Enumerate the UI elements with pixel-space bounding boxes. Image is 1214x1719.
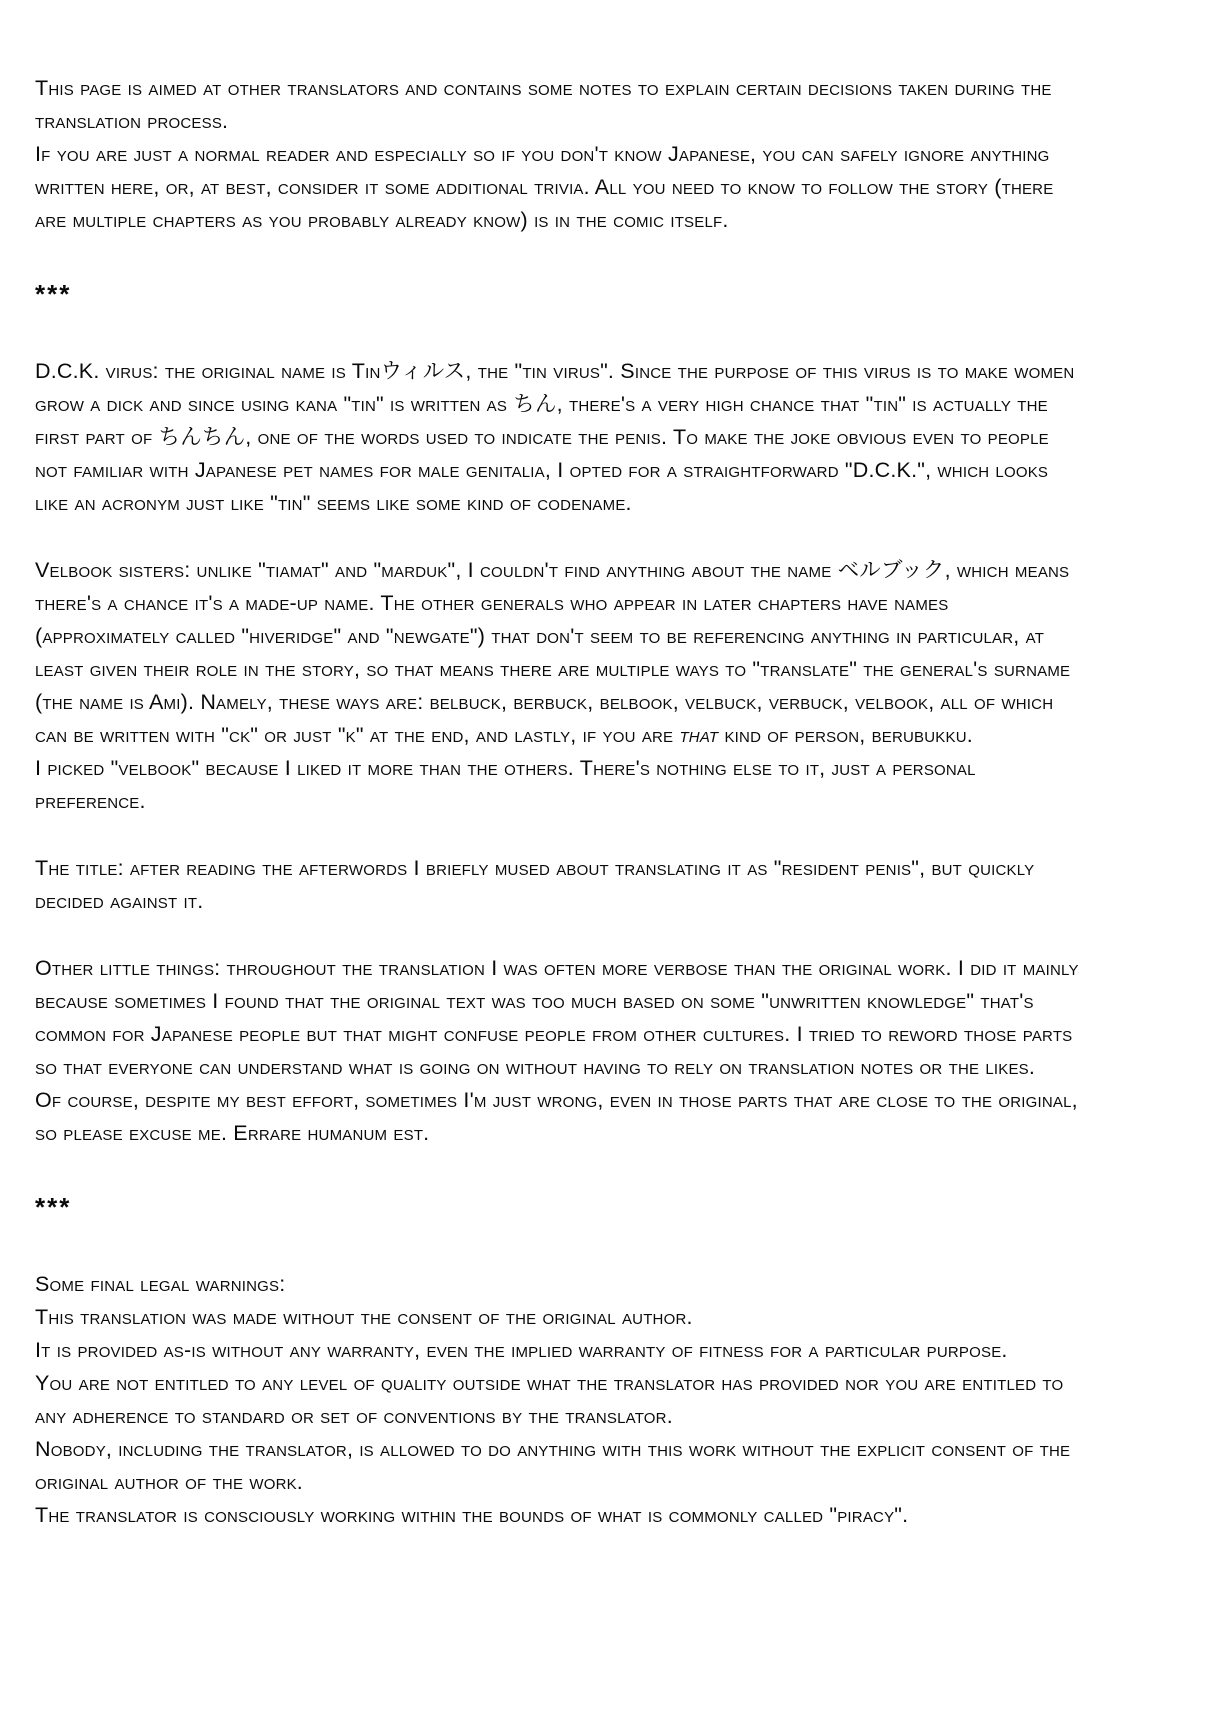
title-note-text: The title: after reading the afterwords I briefly mused about translating it as "resident penis", but quickly decided against it.: [35, 856, 1035, 913]
legal-line-1: This translation was made without the consent of the original author.: [35, 1305, 693, 1329]
title-note: [35, 852, 1082, 918]
velbook-block-2: I picked "velbook" because I liked it more than the others. There's nothing else to it, just a personal preference.: [35, 756, 976, 813]
intro-block-2: If you are just a normal reader and especially so if you don't know Japanese, you can safely ignore anything written here, or, at best, consider it some additional trivia. All you need to know to follow the story (there are multiple chapters as you probably already know) is in the comic itself.: [35, 142, 1054, 232]
legal-warnings: [35, 1268, 1082, 1532]
section-separator-1: ***: [35, 279, 72, 309]
other-little-things-note: [35, 952, 1082, 1150]
intro-block-1: This page is aimed at other translators and contains some notes to explain certain decisions taken during the translation process.: [35, 76, 1052, 133]
velbook-block-1: [35, 554, 1082, 752]
other-things-block-2: Of course, despite my best effort, sometimes I'm just wrong, even in those parts that are close to the original, so please excuse me. Errare humanum est.: [35, 1088, 1078, 1145]
dck-virus-text: D.C.K. virus: the original name is Tinウィルス, the "tin virus". Since the purpose of this virus is to make women grow a dick and since using kana "tin" is written as ちん, there's a very high chance that "tin" is actually the first part of ちんちん, one of the words used to indicate the penis. To make the joke obvious even to people not familiar with Japanese pet names for male genitalia, I opted for a straightforward "D.C.K.", which looks like an acronym just like "tin" seems like some kind of codename.: [35, 359, 1075, 515]
velbook-sisters-note: [35, 554, 1082, 818]
velbook-text-b: kind of person, berubukku.: [718, 723, 973, 747]
legal-heading: Some final legal warnings:: [35, 1272, 286, 1296]
other-things-block-1: Other little things: throughout the translation I was often more verbose than the original work. I did it mainly because sometimes I found that the original text was too much based on some "unwritten knowledge" that's common for Japanese people but that might confuse people from other cultures. I tried to reword those parts so that everyone can understand what is going on without having to rely on translation notes or the likes.: [35, 956, 1079, 1079]
legal-line-2: It is provided as-is without any warranty, even the implied warranty of fitness for a particular purpose.: [35, 1338, 1008, 1362]
legal-line-4: Nobody, including the translator, is allowed to do anything with this work without the explicit consent of the original author of the work.: [35, 1437, 1071, 1494]
dck-virus-note: [35, 355, 1082, 520]
legal-line-3: You are not entitled to any level of quality outside what the translator has provided nor you are entitled to any adherence to standard or set of conventions by the translator.: [35, 1371, 1064, 1428]
intro-paragraph: [35, 72, 1082, 237]
section-separator-2: ***: [35, 1192, 72, 1222]
legal-line-5: The translator is consciously working within the bounds of what is commonly called "piracy".: [35, 1503, 909, 1527]
velbook-italic-word: that: [679, 723, 719, 747]
velbook-text-a: Velbook sisters: unlike "tiamat" and "marduk", I couldn't find anything about the name ベルブック, which means there's a chance it's a made-up name. The other generals who appear in later chapters have names (approximately called "hiveridge" and "newgate") that don't seem to be referencing anything in particular, at least given their role in the story, so that means there are multiple ways to "translate" the general's surname (the name is Ami). Namely, these ways are: belbuck, berbuck, belbook, velbuck, verbuck, velbook, all of which can be written with "ck" or just "k" at the end, and lastly, if you are: [35, 558, 1071, 747]
